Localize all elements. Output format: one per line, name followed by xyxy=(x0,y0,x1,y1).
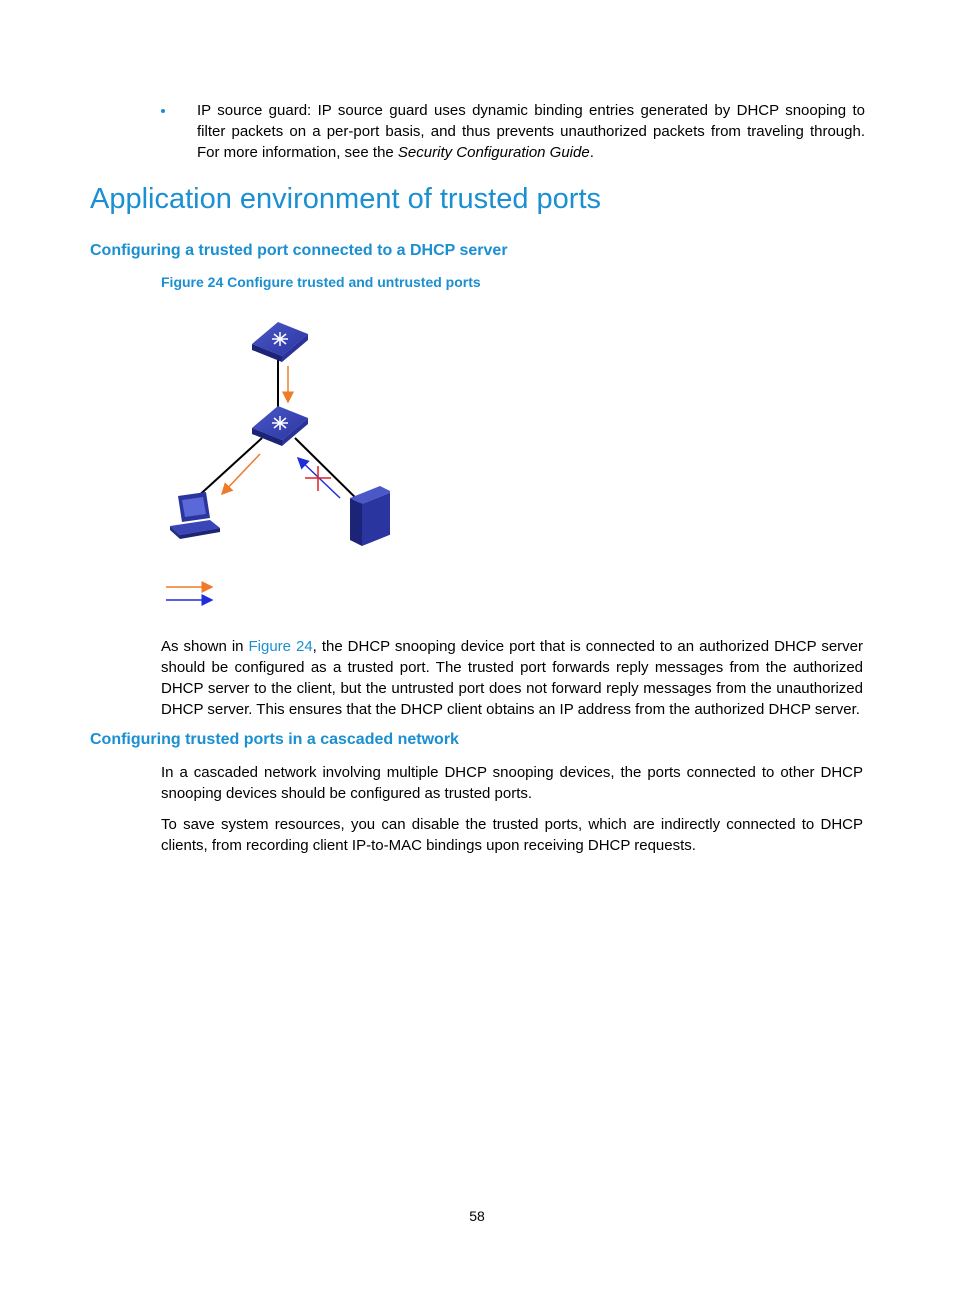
subsection-heading-dhcp-server: Configuring a trusted port connected to a DHCP server xyxy=(90,242,508,259)
paragraph-cascaded-2: To save system resources, you can disable the trusted ports, which are indirectly connected to DHCP clients, from recording client IP-to-MAC bindings upon receiving DHCP requests. xyxy=(161,816,863,854)
page-number: 58 xyxy=(469,1208,485,1224)
paragraph-figure-description: As shown in Figure 24, the DHCP snooping device port that is connected to an authorized DHCP server should be configured as a trusted port. The trusted port forwards reply messages from the authorized DHCP server to the client, but the untrusted port does not forward reply messages from the unauthorized DHCP server. This ensures that the DHCP client obtains an IP address from the authorized DHCP server. xyxy=(161,638,863,718)
figure-caption: Figure 24 Configure trusted and untrusted ports xyxy=(161,274,481,290)
switch-icon xyxy=(252,322,308,362)
bullet-dot xyxy=(161,109,165,113)
section-heading: Application environment of trusted ports xyxy=(90,183,601,215)
server-icon xyxy=(350,486,390,546)
link-switch-client xyxy=(194,438,262,500)
bullet-text: IP source guard: IP source guard uses dynamic binding entries generated by DHCP snooping to filter packets on a per-port basis, and thus prevents unauthorized packets from traveling through. For more information, see the Security Configuration Guide. xyxy=(197,102,865,161)
bullet-item xyxy=(161,100,865,163)
figure-link[interactable]: Figure 24 xyxy=(248,638,313,655)
pc-icon xyxy=(170,492,220,539)
forwarded-flow-arrow xyxy=(222,454,260,494)
paragraph-cascaded-1: In a cascaded network involving multiple DHCP snooping devices, the ports connected to other DHCP snooping devices should be configured as trusted ports. xyxy=(161,764,863,802)
network-diagram xyxy=(150,310,390,610)
subsection-heading-cascaded: Configuring trusted ports in a cascaded network xyxy=(90,731,459,748)
